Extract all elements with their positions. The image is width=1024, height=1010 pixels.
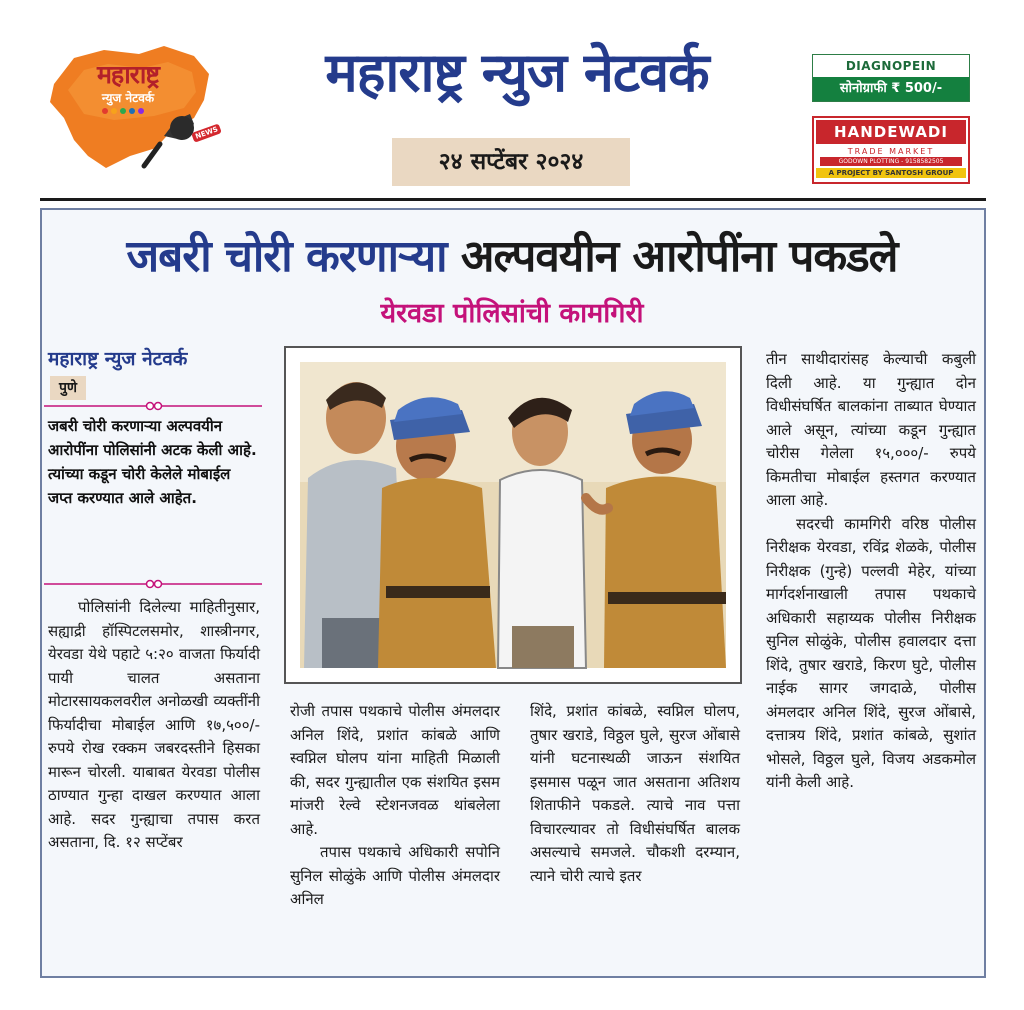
logo-dot: [111, 108, 117, 114]
byline: महाराष्ट्र न्युज नेटवर्क: [48, 348, 188, 370]
column-4: [766, 348, 976, 795]
column-3: [530, 700, 740, 888]
logo-dot: [138, 108, 144, 114]
ad-handewadi[interactable]: [812, 116, 970, 184]
ad-handewadi-sub: TRADE MARKET: [847, 147, 935, 156]
police-arrest-illustration-icon: [286, 348, 740, 682]
ad-diagnopein[interactable]: [812, 54, 970, 102]
column-2: [290, 700, 500, 912]
logo-subtitle: न्युज नेटवर्क: [101, 91, 155, 105]
masthead-title: महाराष्ट्र न्युज नेटवर्क: [325, 41, 709, 104]
ad-diagnopein-brand: DIAGNOPEIN: [845, 59, 937, 73]
column-1: [48, 596, 260, 855]
ad-handewadi-brand: HANDEWADI: [816, 120, 966, 144]
logo-dot: [102, 108, 108, 114]
edition-date: २४ सप्टेंबर २०२४: [392, 138, 630, 186]
brand-logo: [44, 44, 220, 172]
paragraph: तपास पथकाचे अधिकारी सपोनि सुनिल सोळुंके आणि पोलीस अंमलदार अनिल: [290, 843, 500, 908]
logo-dot: [129, 108, 135, 114]
ad-handewadi-foot: A PROJECT BY SANTOSH GROUP: [816, 168, 966, 178]
article-subhead: येरवडा पोलिसांची कामगिरी: [380, 298, 644, 329]
logo-dots: [102, 108, 144, 114]
logo-dot: [120, 108, 126, 114]
paragraph: पोलिसांनी दिलेल्या माहितीनुसार, सह्याद्री हॉस्पिटलसमोर, शास्त्रीनगर, येरवडा येथे पहाटे ५:२० वाजता फिर्यादी पायी चालत असताना मोटारसायकलवरील अनोळखी व्यक्तींनी फिर्यादीचा मोबाईल आणि १७,५००/- रुपये रोख रक्कम जबरदस्तीने हिसका मारून चोरली. याबाबत येरवडा पोलीस ठाण्यात गुन्हा दाखल करण्यात आला आहे. सदर गुन्ह्याचा तपास करत असताना, दि. १२ सप्टेंबर: [48, 598, 260, 851]
article-photo: [284, 346, 742, 684]
masthead-divider: [40, 198, 986, 201]
paragraph: शिंदे, प्रशांत कांबळे, स्वप्निल घोलप, तुषार खराडे, विठ्ठल घुले, सुरज ओंबासे यांनी घटनास्थळी जाऊन संशयित इसमास पळून जात असताना अतिशय शिताफीने पकडले. त्याचे नाव पत्ता विचारल्यावर तो विधीसंघर्षित बालक असल्याचे समजले. चौकशी दरम्यान, त्याने चोरी त्याचे इतर: [530, 702, 740, 885]
ad-diagnopein-offer: सोनोग्राफी ₹ 500/-: [813, 77, 969, 101]
headline-part-1: जबरी चोरी करणाऱ्या: [126, 231, 447, 282]
dateline-city: पुणे: [50, 376, 86, 400]
logo-title: महाराष्ट्र: [96, 60, 159, 89]
article-headline: [50, 216, 974, 298]
news-badge: NEWS: [191, 123, 222, 142]
paragraph: सदरची कामगिरी वरिष्ठ पोलीस निरीक्षक येरवडा, रविंद्र शेळके, पोलीस निरीक्षक (गुन्हे) पल्लवी मेहेर, यांच्या मार्गदर्शनाखाली तपास पथकाचे अधिकारी सहाय्यक पोलीस निरीक्षक सुनिल सोळुंके, पोलीस हवालदार दत्ता शिंदे, तुषार खराडे, किरण घुटे, पोलीस नाईक सागर जगदाळे, पोलीस अंमलदार अनिल शिंदे, सुरज ओंबासे, दत्तात्रय शिंदे, प्रशांत कांबळे, सुशांत भोसले, विठ्ठल घुले, विजय अडकमोल यांनी केली आहे.: [766, 514, 976, 791]
paragraph: तीन साथीदारांसह केल्याची कबुली दिली आहे. या गुन्ह्यात दोन विधीसंघर्षित बालकांना ताब्यात घेण्यात आले असून, त्यांच्या कडून गुन्ह्यात चोरीस गेलेला १५,०००/- रुपये किमतीचा मोबाईल हस्तगत करण्यात आला आहे.: [766, 350, 976, 509]
headline-part-2: अल्पवयीन आरोपींना पकडले: [460, 231, 898, 282]
ornament-divider-icon: [44, 400, 262, 412]
article-lead: जबरी चोरी करणाऱ्या अल्पवयीन आरोपींना पोलिसांनी अटक केली आहे. त्यांच्या कडून चोरी केलेले मोबाईल जप्त करण्यात आले आहेत.: [48, 417, 257, 507]
paragraph: रोजी तपास पथकाचे पोलीस अंमलदार अनिल शिंदे, प्रशांत कांबळे आणि स्वप्निल घोलप यांना माहिती मिळाली की, सदर गुन्ह्यातील एक संशयित इसम मांजरी रेल्वे स्टेशनजवळ थांबलेला आहे.: [290, 702, 500, 838]
ornament-divider-icon: [44, 578, 262, 590]
ad-handewadi-line: GODOWN PLOTTING - 9158582505: [820, 157, 962, 166]
